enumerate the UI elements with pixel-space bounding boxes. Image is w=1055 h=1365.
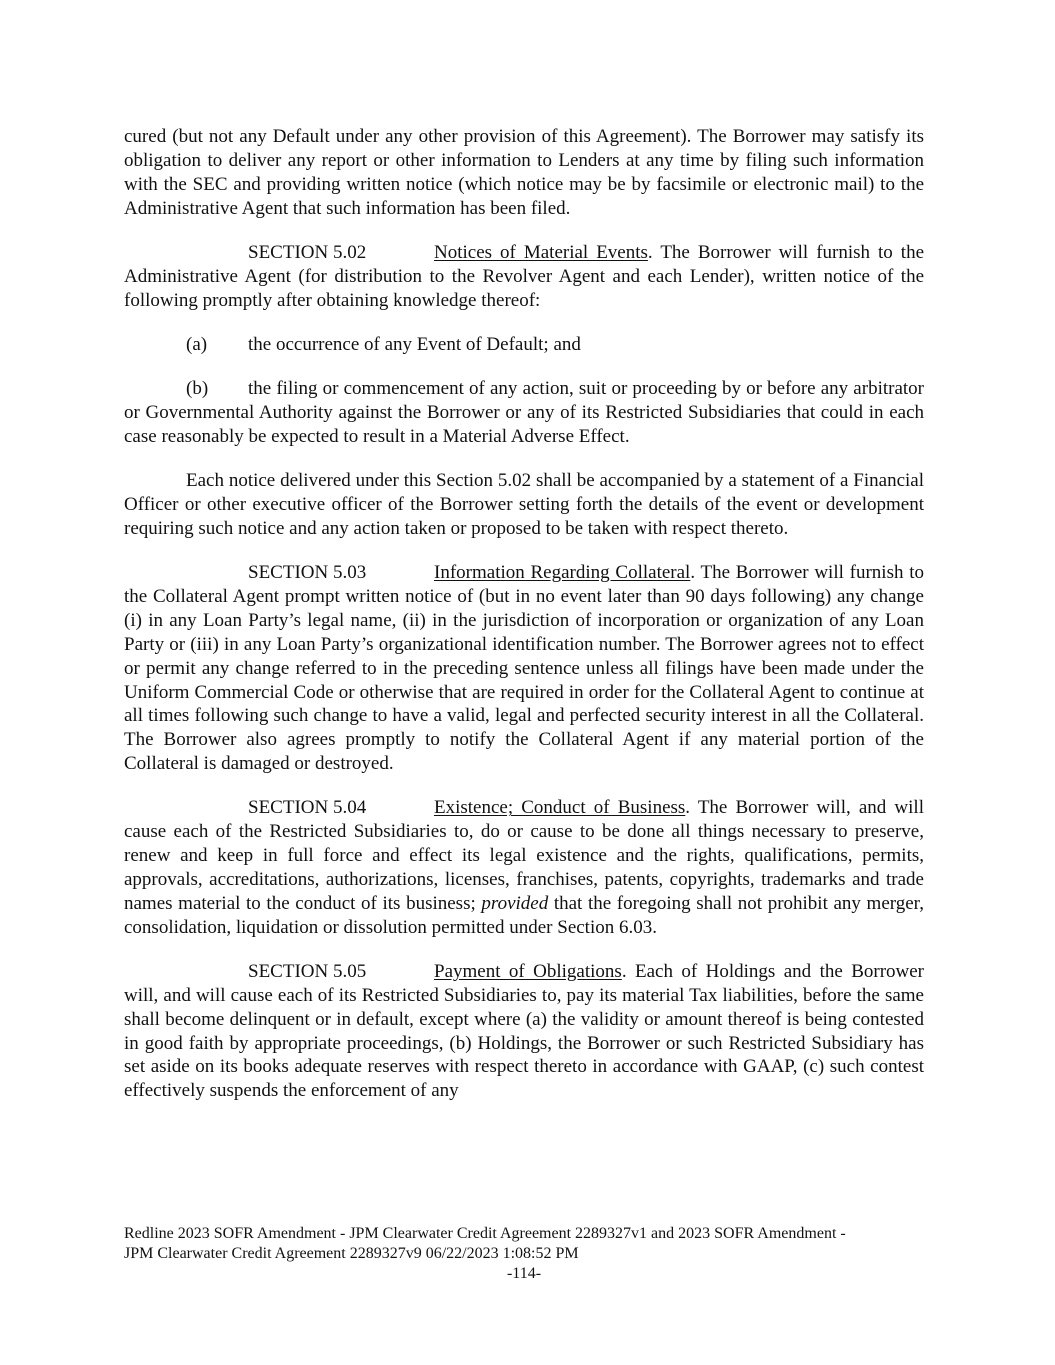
section-5-05 <box>124 960 924 1103</box>
notice-paragraph: Each notice delivered under this Section 5.02 shall be accompanied by a statement of a Financial Officer or other executive officer of the Borrower setting forth the details of the event or development requiring such notice and any action taken or proposed to be taken with respect thereto. <box>124 470 924 539</box>
document-body <box>124 125 924 1124</box>
section-text: . The Borrower will furnish to the Administrative Agent (for distribution to the Revolver Agent and each Lender), written notice of the following promptly after obtaining knowledge thereof: <box>124 241 924 311</box>
section-title: Notices of Material Events <box>434 241 648 263</box>
section-5-02 <box>124 241 924 313</box>
section-number: SECTION 5.03 <box>248 562 367 584</box>
section-number: SECTION 5.05 <box>248 960 367 982</box>
section-5-04 <box>124 796 924 939</box>
section-text-continued: that the foregoing shall not prohibit any merger, consolidation, liquidation or dissolution permitted under Section 6.03. <box>124 892 924 938</box>
list-item-b <box>124 377 924 449</box>
item-label: (b) <box>186 378 209 400</box>
section-title: Existence; Conduct of Business <box>434 797 686 819</box>
item-label: (a) <box>186 333 208 355</box>
section-number: SECTION 5.04 <box>248 797 367 819</box>
section-5-03 <box>124 561 924 776</box>
footer-line-1: Redline 2023 SOFR Amendment - JPM Clearwater Credit Agreement 2289327v1 and 2023 SOFR Amendment - <box>124 1225 846 1242</box>
section-text: . The Borrower will furnish to the Collateral Agent prompt written notice of (but in no event later than 90 days following) any change (i) in any Loan Party’s legal name, (ii) in the jurisdiction of incorporation or organization of any Loan Party or (iii) in any Loan Party’s organizational identification number. The Borrower agrees not to effect or permit any change referred to in the preceding sentence unless all filings have been made under the Uniform Commercial Code or otherwise that are required in order for the Collateral Agent to continue at all times following such change to have a valid, legal and perfected security interest in all the Collateral. The Borrower also agrees promptly to notify the Collateral Agent if any material portion of the Collateral is damaged or destroyed. <box>124 562 925 775</box>
footer-line-2: JPM Clearwater Credit Agreement 2289327v9 06/22/2023 1:08:52 PM <box>124 1244 579 1262</box>
section-number: SECTION 5.02 <box>248 241 367 263</box>
section-title: Payment of Obligations <box>434 960 622 982</box>
section-text: . The Borrower will, and will cause each of the Restricted Subsidiaries to, do or cause to be done all things necessary to preserve, renew and keep in full force and effect its legal existence and the rights, qualifications, permits, approvals, accreditations, authorizations, licenses, franchises, patents, copyrights, trademarks and trade names material to the conduct of its business; <box>124 797 924 914</box>
section-text: . Each of Holdings and the Borrower will, and will cause each of its Restricted Subsidiaries to, pay its material Tax liabilities, before the same shall become delinquent or in default, except where (a) the validity or amount thereof is being contested in good faith by appropriate proceedings, (b) Holdings, the Borrower or such Restricted Subsidiary has set aside on its books adequate reserves with respect thereto in accordance with GAAP, (c) such contest effectively suspends the enforcement of any <box>124 960 924 1102</box>
italic-term: provided <box>481 892 549 914</box>
continued-paragraph: cured (but not any Default under any other provision of this Agreement). The Borrower may satisfy its obligation to deliver any report or other information to Lenders at any time by filing such information with the SEC and providing written notice (which notice may be by facsimile or electronic mail) to the Administrative Agent that such information has been filed. <box>124 126 924 219</box>
page-number: -114- <box>506 1265 542 1282</box>
section-title: Information Regarding Collateral <box>434 562 691 584</box>
item-text: the filing or commencement of any action, suit or proceeding by or before any arbitrator or Governmental Authority against the Borrower or any of its Restricted Subsidiaries that could in each case reasonably be expected to result in a Material Adverse Effect. <box>124 378 924 447</box>
item-text: the occurrence of any Event of Default; and <box>248 333 581 355</box>
list-item-a <box>124 333 924 357</box>
page-footer <box>124 1224 924 1282</box>
